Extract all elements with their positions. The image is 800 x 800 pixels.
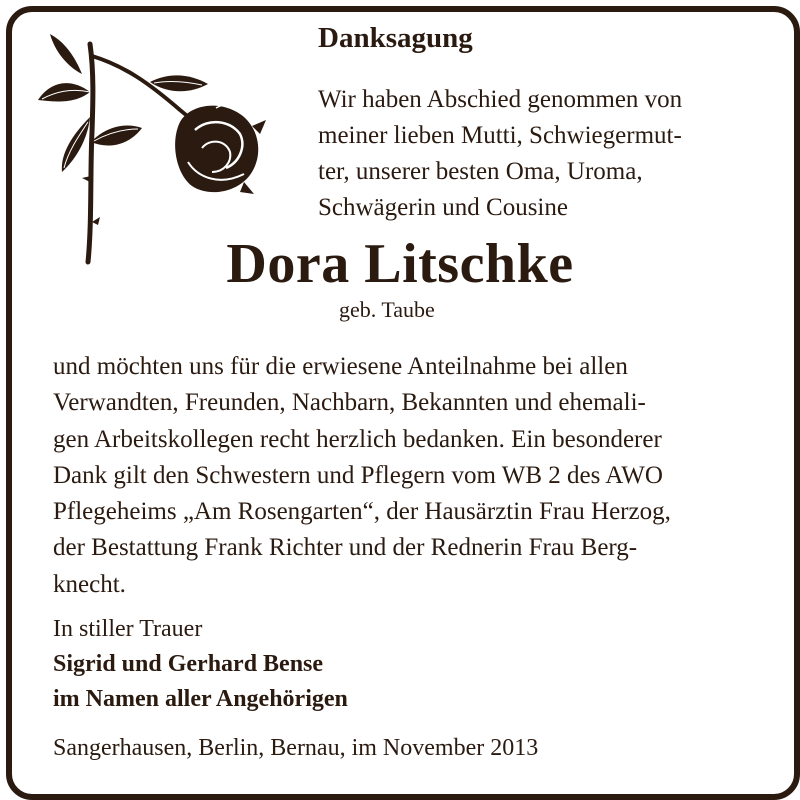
thanks-body (53, 349, 749, 603)
intro-line: ter, unserer besten Oma, Uroma, (318, 158, 643, 185)
on-behalf-line: im Namen aller Angehörigen (53, 686, 348, 712)
intro-line: Wir haben Abschied genommen von (318, 86, 683, 113)
deceased-name: Dora Litschke (226, 233, 574, 295)
intro-text (318, 82, 748, 226)
closing-line: In stiller Trauer (53, 616, 203, 642)
body-line: Dank gilt den Schwestern und Pflegern vom WB 2 des AWO (53, 461, 663, 489)
mourners-names: Sigrid und Gerhard Bense (53, 651, 324, 677)
body-line: knecht. (53, 570, 126, 598)
intro-line: meiner lieben Mutti, Schwiegermut- (318, 122, 682, 149)
closing-block (53, 612, 348, 717)
body-line: und möchten uns für die erwiesene Anteilnahme bei allen (53, 353, 628, 380)
notice-heading: Danksagung (318, 22, 473, 54)
intro-line: Schwägerin und Cousine (318, 194, 568, 221)
place-date: Sangerhausen, Berlin, Bernau, im November 2013 (53, 735, 539, 761)
body-line: Pflegeheims „Am Rosengarten“, der Hausärztin Frau Herzog, (53, 498, 671, 526)
birth-name: geb. Taube (339, 297, 435, 322)
body-line: gen Arbeitskollegen recht herzlich bedanken. Ein besonderer (53, 425, 662, 453)
body-line: der Bestattung Frank Richter und der Rednerin Frau Berg- (53, 534, 638, 562)
body-line: Verwandten, Freunden, Nachbarn, Bekannten und ehemali- (53, 389, 646, 417)
